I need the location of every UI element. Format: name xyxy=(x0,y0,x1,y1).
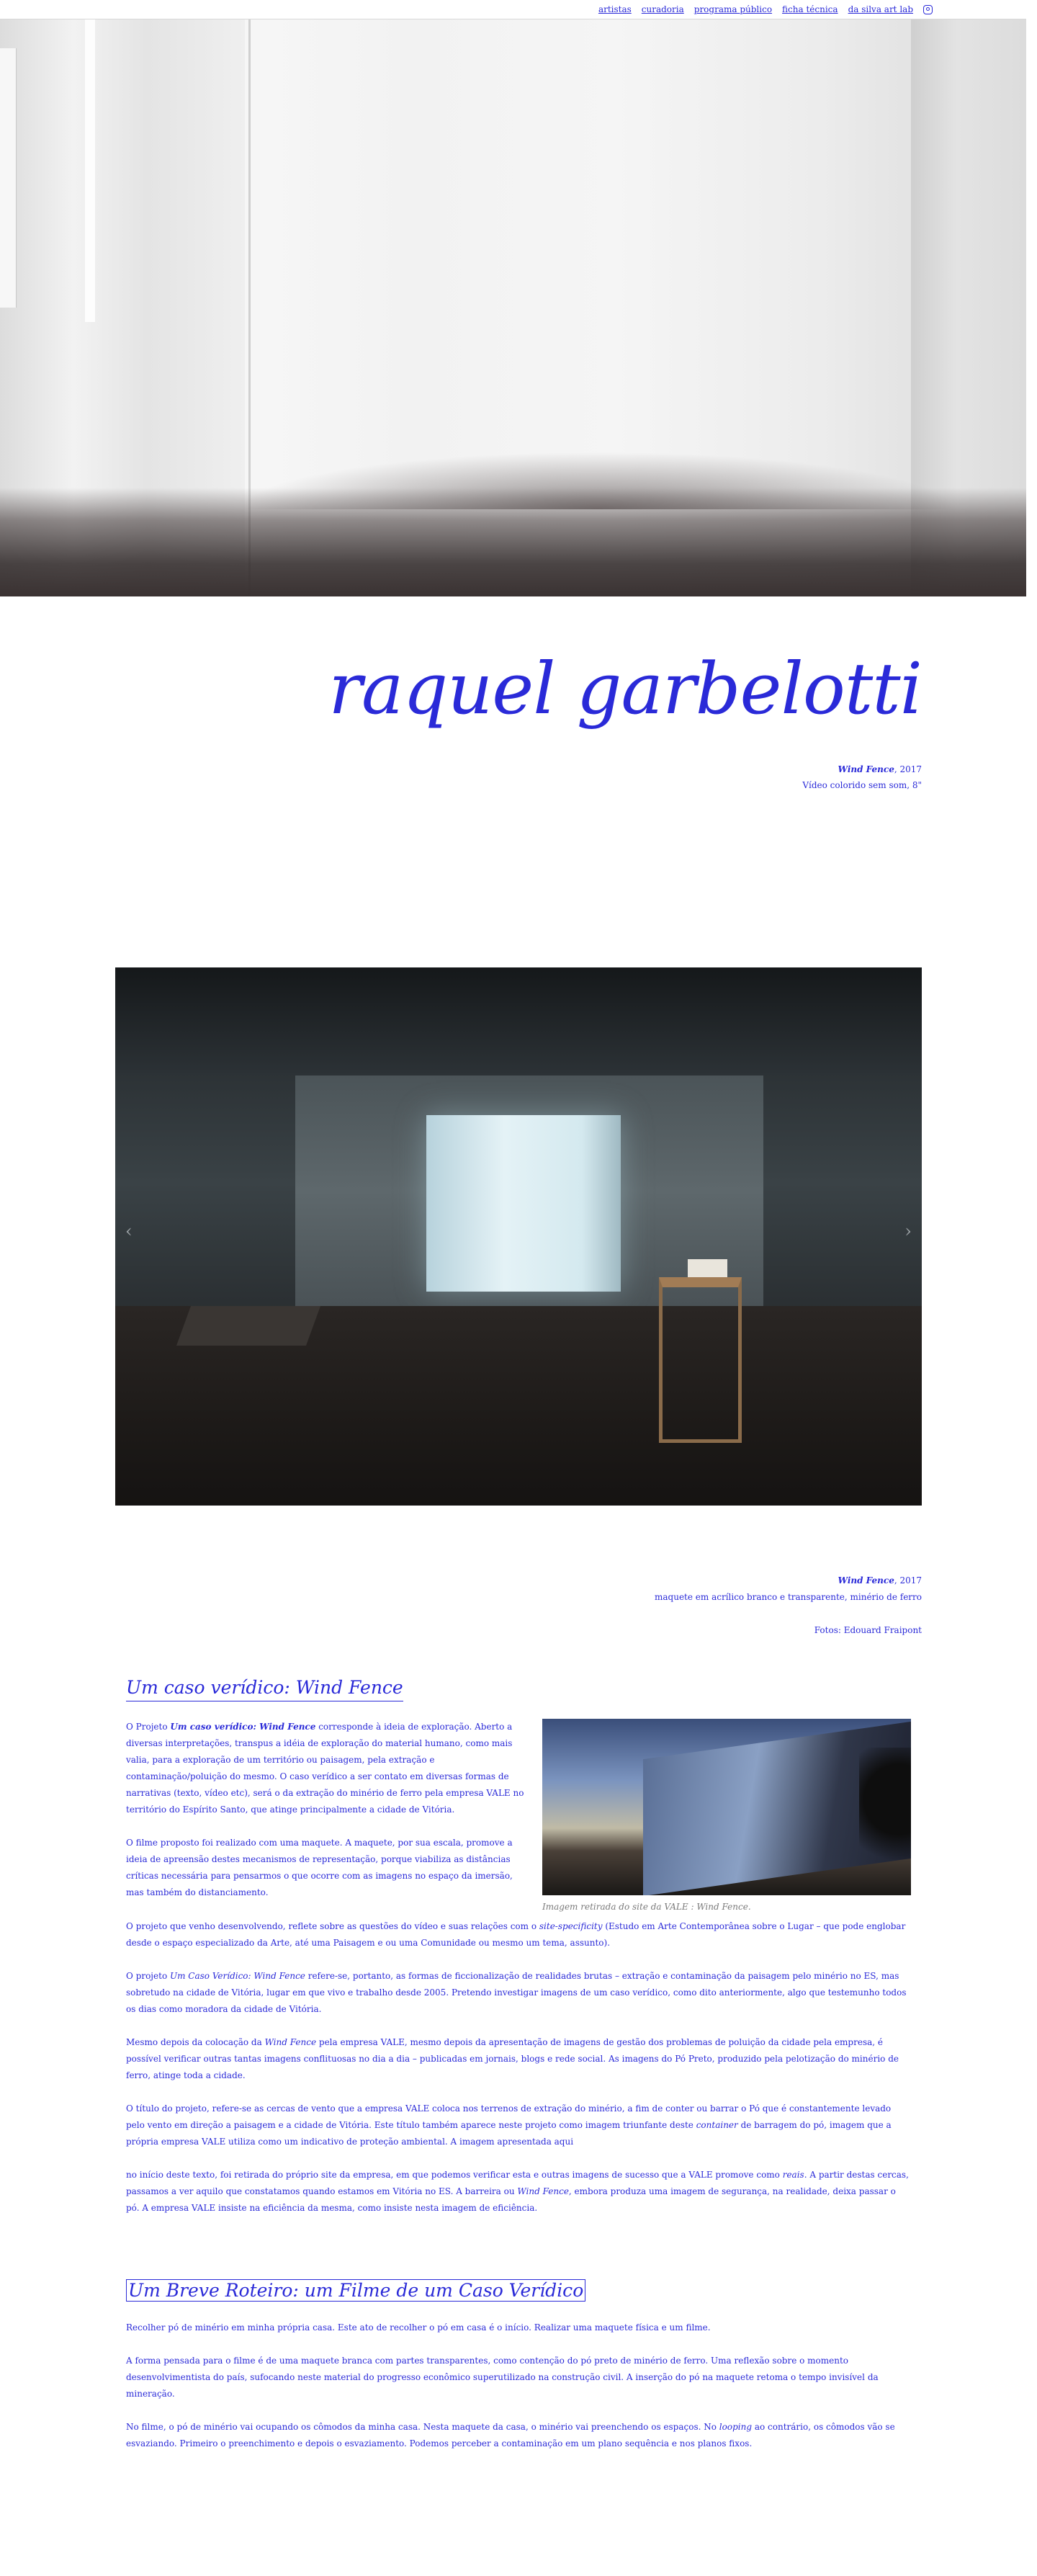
nav-item-programa-publico[interactable]: programa público xyxy=(693,4,773,14)
maquette-caption xyxy=(655,1573,922,1606)
paragraph: O projeto que venho desenvolvendo, reflete sobre as questões do vídeo e suas relações com o site-specificity (Estudo em Arte Contemporânea sobre o Lugar – que pode englobar desde o espaço especializado da Arte, até uma Paisagem e ou uma Comunidade ou mesmo um tema, assunto). xyxy=(126,1921,906,1948)
section-heading: Um caso verídico: Wind Fence xyxy=(126,1677,403,1701)
nav-item-curadoria[interactable]: curadoria xyxy=(641,4,684,14)
bench xyxy=(176,1306,320,1346)
work-year: , 2017 xyxy=(894,764,922,774)
paragraph: no início deste texto, foi retirada do próprio site da empresa, em que podemos verificar esta e outras imagens de sucesso que a VALE promove como reais. A partir destas cercas, passamos a ver aquilo que constatamos quando estamos em Vitória no ES. A barreira ou Wind Fence, embora produza uma imagem de segurança, na realidade, deixa passar o pó. A empresa VALE insiste na eficiência da mesma, como insiste nesta imagem de eficiência. xyxy=(126,2170,909,2213)
top-bar xyxy=(0,0,1026,19)
paragraph: O filme proposto foi realizado com uma maquete. A maquete, por sua escala, promove a ideia de apreensão destes mecanismos de representação, porque viabiliza as distâncias críticas necessária para pensarmos o que ocorre com as imagens no espaço da imersão, mas também do distanciamento. xyxy=(126,1838,513,1897)
section-text-left xyxy=(126,1719,529,1901)
hero-image xyxy=(0,19,1026,596)
nav-item-ficha-tecnica[interactable]: ficha técnica xyxy=(782,4,838,14)
paragraph: No filme, o pó de minério vai ocupando os cômodos da minha casa. Nesta maquete da casa, o minério vai preenchendo os espaços. No looping ao contrário, os cômodos vão se esvaziando. Primeiro o preenchimento e depois o esvaziamento. Podemos perceber a contaminação em um plano sequência e nos planos fixos. xyxy=(126,2422,895,2448)
image-slider[interactable] xyxy=(115,967,922,1506)
work-title: Wind Fence xyxy=(838,764,894,774)
nav-item-artistas[interactable]: artistas xyxy=(598,4,632,14)
artist-name: raquel garbelotti xyxy=(328,648,922,730)
work-medium: Vídeo colorido sem som, 8" xyxy=(802,780,922,790)
paragraph: O Projeto Um caso verídico: Wind Fence corresponde à ideia de exploração. Aberto a diversas interpretações, transpus a idéia de exploração do material humano, como mais valia, para a exploração de um território ou paisagem, pela extração e contaminação/poluição do mesmo. O caso verídico a ser contato em diversas formas de narrativas (texto, vídeo etc), será o da extração do minério de ferro pela empresa VALE no território do Espírito Santo, que atinge principalmente a cidade de Vitória. xyxy=(126,1722,524,1815)
work-medium: maquete em acrílico branco e transparente, minério de ferro xyxy=(655,1592,922,1602)
work-year: , 2017 xyxy=(894,1575,922,1586)
section-text-roteiro xyxy=(126,2320,911,2452)
work-title: Wind Fence xyxy=(838,1575,894,1586)
instagram-icon[interactable] xyxy=(923,5,933,14)
nav-item-da-silva-art-lab[interactable]: da silva art lab xyxy=(848,4,913,14)
photo-caption: Imagem retirada do site da VALE : Wind Fence. xyxy=(542,1902,751,1912)
pedestal xyxy=(659,1277,742,1443)
slider-next-icon[interactable]: › xyxy=(904,1221,912,1241)
section-text-full xyxy=(126,1918,911,2217)
projection-screen xyxy=(426,1115,621,1292)
paragraph: O projeto Um Caso Verídico: Wind Fence refere-se, portanto, as formas de ficcionalização de realidades brutas – extração e contaminação da paisagem pelo minério no ES, mas sobretudo na cidade de Vitória, lugar em que vivo e trabalho desde 2005. Pretendo investigar imagens de um caso verídico, como dito anteriormente, algo que testemunho todos os dias como moradora da cidade de Vitória. xyxy=(126,1971,907,2014)
slider-prev-icon[interactable]: ‹ xyxy=(125,1221,133,1241)
section-heading: Um Breve Roteiro: um Filme de um Caso Verídico xyxy=(126,2279,585,2302)
photo-credit: Fotos: Edouard Fraipont xyxy=(814,1625,922,1635)
paragraph: Recolher pó de minério em minha própria casa. Este ato de recolher o pó em casa é o início. Realizar uma maquete física e um filme. xyxy=(126,2322,711,2333)
main-nav xyxy=(598,4,933,14)
vale-wind-fence-photo xyxy=(542,1719,911,1895)
paragraph: O título do projeto, refere-se as cercas de vento que a empresa VALE coloca nos terrenos de extração do minério, a fim de conter ou barrar o Pó que é constantemente levado pelo vento em direção a paisagem e a cidade de Vitória. Este título também aparece neste projeto como imagem triunfante deste container de barragem do pó, imagem que a própria empresa VALE utiliza como um indicativo de proteção ambiental. A imagem apresentada aqui xyxy=(126,2103,892,2147)
video-caption xyxy=(802,761,922,793)
paragraph: A forma pensada para o filme é de uma maquete branca com partes transparentes, como contenção do pó preto de minério de ferro. Uma reflexão sobre o momento desenvolvimentista do país, sufocando neste material do progresso econômico superutilizado na construção civil. A inserção do pó na maquete retoma o tempo invisível da mineração. xyxy=(126,2356,879,2399)
paragraph: Mesmo depois da colocação da Wind Fence pela empresa VALE, mesmo depois da apresentação de imagens de gestão dos problemas de poluição da cidade pela empresa, é possível verificar outras tantas imagens conflituosas no dia a dia – publicadas em jornais, blogs e rede social. As imagens do Pó Preto, produzido pela pelotização do minério de ferro, atinge toda a cidade. xyxy=(126,2037,899,2080)
maquette xyxy=(688,1259,727,1277)
